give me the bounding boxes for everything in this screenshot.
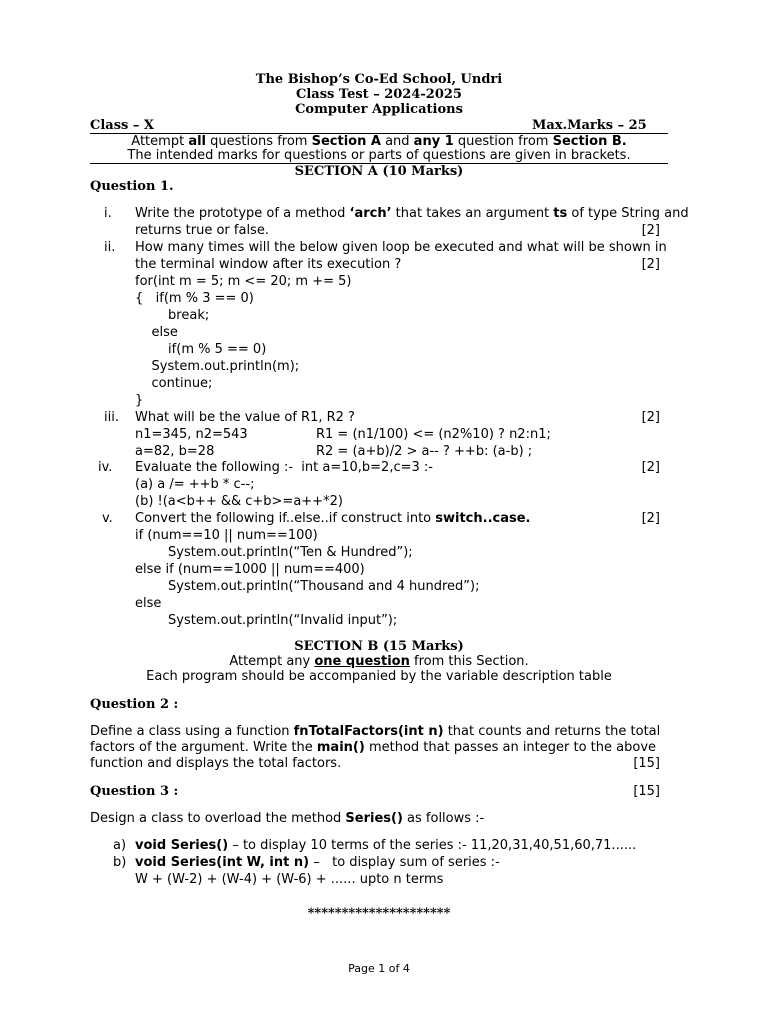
- question-3-label: Question 3 :: [90, 784, 179, 799]
- page-number: Page 1 of 4: [348, 962, 410, 975]
- q2-line-3: function and displays the total factors.: [90, 756, 342, 771]
- section-b-title: SECTION B (15 Marks): [294, 639, 464, 654]
- code-line: else: [135, 596, 162, 611]
- q1-v-num: v.: [102, 511, 113, 526]
- q1-i-line-2: returns true or false.: [135, 223, 269, 238]
- section-b-line-2: Each program should be accompanied by the variable description table: [146, 669, 612, 684]
- code-line: System.out.println(“Invalid input”);: [135, 613, 398, 628]
- q1-iv-num: iv.: [98, 460, 113, 475]
- class-label: Class – X: [90, 118, 154, 133]
- q2-marks: [15]: [633, 756, 660, 771]
- q1-iv-part-a: (a) a /= ++b * c--;: [135, 477, 255, 492]
- q1-iii-expr-2: R2 = (a+b)/2 > a-- ? ++b: (a-b) ;: [316, 444, 533, 459]
- q1-ii-marks: [2]: [641, 257, 660, 272]
- q1-i-marks: [2]: [641, 223, 660, 238]
- section-b-line-1: Attempt any one question from this Section.: [229, 654, 529, 669]
- code-line: for(int m = 5; m <= 20; m += 5): [135, 274, 352, 289]
- code-line: else if (num==1000 || num==400): [135, 562, 365, 577]
- q3-marks: [15]: [633, 784, 660, 799]
- q1-iii-vars-2: a=82, b=28: [135, 444, 215, 459]
- q3-b-num: b): [113, 855, 127, 870]
- q1-iv-part-b: (b) !(a<b++ && c+b>=a++*2): [135, 494, 343, 509]
- code-line: }: [135, 393, 144, 408]
- end-stars: *********************: [307, 906, 451, 921]
- q1-iii-vars-1: n1=345, n2=543: [135, 427, 248, 442]
- code-line: System.out.println(“Ten & Hundred”);: [135, 545, 413, 560]
- q1-iii-line-1: What will be the value of R1, R2 ?: [135, 410, 355, 425]
- q1-v-line-1: Convert the following if..else..if construct into switch..case.: [135, 511, 531, 526]
- code-line: if (num==10 || num==100): [135, 528, 318, 543]
- question-1-label: Question 1.: [90, 179, 174, 194]
- q1-i-num: i.: [104, 206, 112, 221]
- q1-iv-marks: [2]: [641, 460, 660, 475]
- code-line: continue;: [135, 376, 213, 391]
- q3-line-1: Design a class to overload the method Series() as follows :-: [90, 811, 485, 826]
- code-line: if(m % 5 == 0): [135, 342, 267, 357]
- code-line: System.out.println(“Thousand and 4 hundred”);: [135, 579, 480, 594]
- q1-ii-line-2: the terminal window after its execution ?: [135, 257, 402, 272]
- q2-line-2: factors of the argument. Write the main() method that passes an integer to the above: [90, 740, 657, 755]
- q2-line-1: Define a class using a function fnTotalFactors(int n) that counts and returns the total: [90, 724, 661, 739]
- instructions-line-1: Attempt all questions from Section A and any 1 question from Section B.: [131, 134, 627, 149]
- q3-a-text: void Series() – to display 10 terms of the series :- 11,20,31,40,51,60,71......: [135, 838, 637, 853]
- q1-iii-marks: [2]: [641, 410, 660, 425]
- question-2-label: Question 2 :: [90, 697, 179, 712]
- q1-iii-expr-1: R1 = (n1/100) <= (n2%10) ? n2:n1;: [316, 427, 551, 442]
- code-line: else: [135, 325, 178, 340]
- code-line: System.out.println(m);: [135, 359, 300, 374]
- q1-v-marks: [2]: [641, 511, 660, 526]
- q1-iv-line-1: Evaluate the following :- int a=10,b=2,c=3 :-: [135, 460, 433, 475]
- q1-ii-num: ii.: [104, 240, 116, 255]
- q1-iii-num: iii.: [104, 410, 119, 425]
- subject-title: Computer Applications: [295, 102, 463, 117]
- code-line: { if(m % 3 == 0): [135, 291, 254, 306]
- q1-ii-line-1: How many times will the below given loop be executed and what will be shown in: [135, 240, 667, 255]
- test-title: Class Test – 2024-2025: [296, 87, 462, 102]
- q3-a-num: a): [113, 838, 127, 853]
- school-name: The Bishop’s Co-Ed School, Undri: [255, 72, 503, 87]
- section-a-title: SECTION A (10 Marks): [294, 164, 464, 179]
- max-marks: Max.Marks – 25: [532, 118, 647, 133]
- instructions-line-2: The intended marks for questions or parts of questions are given in brackets.: [127, 148, 631, 163]
- q3-b-text: void Series(int W, int n) – to display sum of series :-: [135, 855, 500, 870]
- q3-b-line-2: W + (W-2) + (W-4) + (W-6) + ...... upto n terms: [135, 872, 444, 887]
- code-line: break;: [135, 308, 210, 323]
- q1-i-line-1: Write the prototype of a method ‘arch’ that takes an argument ts of type String and: [135, 206, 689, 221]
